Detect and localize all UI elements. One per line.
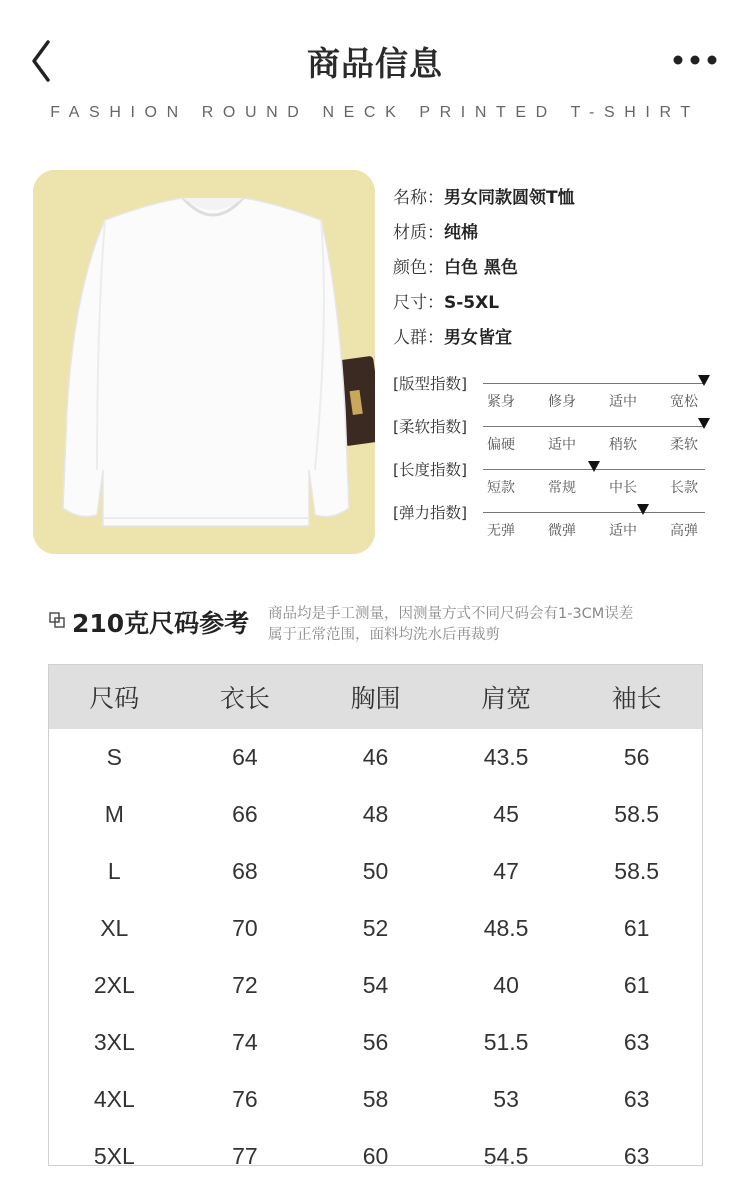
- more-horizontal-icon: [670, 50, 720, 70]
- scale-option: 修身: [548, 394, 576, 410]
- column-header: 胸围: [310, 665, 441, 729]
- table-cell: 72: [232, 972, 258, 998]
- size-table: [48, 664, 703, 1169]
- scale-option: 长款: [670, 480, 698, 496]
- table-cell: 58.5: [614, 801, 660, 827]
- table-cell: 46: [362, 744, 389, 770]
- table-cell: XL: [100, 915, 129, 941]
- table-row: [49, 786, 702, 843]
- table-cell: 63: [623, 1143, 650, 1169]
- size-ref-title: 210克尺码参考: [72, 609, 250, 638]
- scale-option: 无弹: [487, 523, 515, 539]
- scale-marker: [698, 375, 710, 386]
- scale-line: [483, 512, 705, 513]
- size-ref-note: 商品均是手工测量，因测量方式不同尺码会有1-3CM误差 属于正常范围，面料均洗水后再裁剪: [268, 606, 634, 643]
- table-cell: 48: [362, 801, 389, 827]
- size-table-body: [49, 729, 702, 1185]
- table-cell: 63: [623, 1086, 650, 1112]
- column-header: 衣长: [180, 665, 311, 729]
- info-name: 名称：男女同款圆领T恤: [393, 188, 575, 208]
- scale-option: 偏硬: [487, 437, 515, 453]
- table-cell: 70: [232, 915, 258, 941]
- table-cell: 54: [362, 972, 389, 998]
- table-cell: 63: [623, 1029, 650, 1055]
- table-row: [49, 729, 702, 786]
- scale-option: 宽松: [670, 394, 698, 410]
- table-cell: 45: [493, 801, 519, 827]
- info-size: 尺寸：S-5XL: [393, 293, 500, 313]
- table-cell: M: [104, 801, 124, 827]
- scale-marker: [698, 418, 710, 429]
- scale-marker: [637, 504, 649, 515]
- table-row: [49, 1014, 702, 1071]
- scale-option: 稍软: [609, 437, 637, 453]
- header: [0, 0, 750, 100]
- table-cell: 64: [232, 744, 258, 770]
- size-ref-icon: [49, 612, 65, 628]
- table-cell: 56: [362, 1029, 389, 1055]
- product-photo: [33, 170, 375, 554]
- table-cell: 52: [362, 915, 389, 941]
- table-cell: 51.5: [483, 1029, 529, 1055]
- scale-marker: [588, 461, 600, 472]
- scale-softness: [柔软指数] 偏硬 适中 稍软 柔软: [393, 413, 713, 456]
- page-title: 商品信息: [307, 44, 443, 83]
- table-cell: 58.5: [614, 858, 660, 884]
- table-cell: 3XL: [93, 1029, 135, 1055]
- table-cell: 47: [493, 858, 519, 884]
- table-cell: 50: [362, 858, 389, 884]
- info-audience: 人群：男女皆宜: [393, 328, 512, 348]
- page-subtitle: FASHION ROUND NECK PRINTED T-SHIRT: [50, 104, 700, 121]
- info-color: 颜色：白色 黑色: [393, 258, 518, 278]
- scale-option: 适中: [548, 437, 576, 453]
- table-cell: 54.5: [483, 1143, 529, 1169]
- scale-option: 高弹: [670, 523, 698, 539]
- table-cell: 68: [232, 858, 258, 884]
- table-cell: 40: [493, 972, 519, 998]
- table-cell: 58: [362, 1086, 389, 1112]
- table-row: [49, 1071, 702, 1128]
- scale-option: 适中: [609, 523, 637, 539]
- scale-option: 柔软: [670, 437, 698, 453]
- table-row: [49, 900, 702, 957]
- scale-option: 适中: [609, 394, 637, 410]
- column-header: 肩宽: [441, 665, 572, 729]
- table-cell: 77: [232, 1143, 258, 1169]
- table-cell: 48.5: [483, 915, 529, 941]
- table-row: [49, 843, 702, 900]
- index-scales: [393, 370, 713, 542]
- table-cell: 56: [623, 744, 650, 770]
- table-cell: 61: [623, 915, 650, 941]
- table-cell: 2XL: [93, 972, 135, 998]
- scale-option: 常规: [548, 480, 576, 496]
- column-header: 袖长: [571, 665, 702, 729]
- table-cell: L: [107, 858, 121, 884]
- table-row: [49, 957, 702, 1014]
- table-cell: S: [106, 744, 122, 770]
- table-row: [49, 1128, 702, 1185]
- scale-option: 中长: [609, 480, 637, 496]
- column-header: 尺码: [49, 665, 180, 729]
- table-cell: 43.5: [483, 744, 529, 770]
- table-cell: 66: [232, 801, 258, 827]
- table-cell: 4XL: [93, 1086, 135, 1112]
- table-cell: 74: [232, 1029, 258, 1055]
- table-cell: 61: [623, 972, 650, 998]
- scale-line: [483, 383, 705, 384]
- scale-elasticity: [弹力指数] 无弹 微弹 适中 高弹: [393, 499, 713, 542]
- scale-option: 微弹: [548, 523, 576, 539]
- scale-line: [483, 426, 705, 427]
- table-cell: 76: [232, 1086, 258, 1112]
- scale-fit: [版型指数] 紧身 修身 适中 宽松: [393, 370, 713, 413]
- scale-option: 短款: [487, 480, 515, 496]
- table-cell: 53: [493, 1086, 519, 1112]
- table-cell: 60: [362, 1143, 389, 1169]
- scale-option: 紧身: [487, 394, 515, 410]
- product-info: [393, 184, 733, 359]
- info-material: 材质：纯棉: [393, 223, 478, 243]
- scale-length: [长度指数] 短款 常规 中长 长款: [393, 456, 713, 499]
- table-cell: 5XL: [93, 1143, 135, 1169]
- table-header-row: [49, 665, 702, 729]
- more-button[interactable]: [670, 50, 720, 70]
